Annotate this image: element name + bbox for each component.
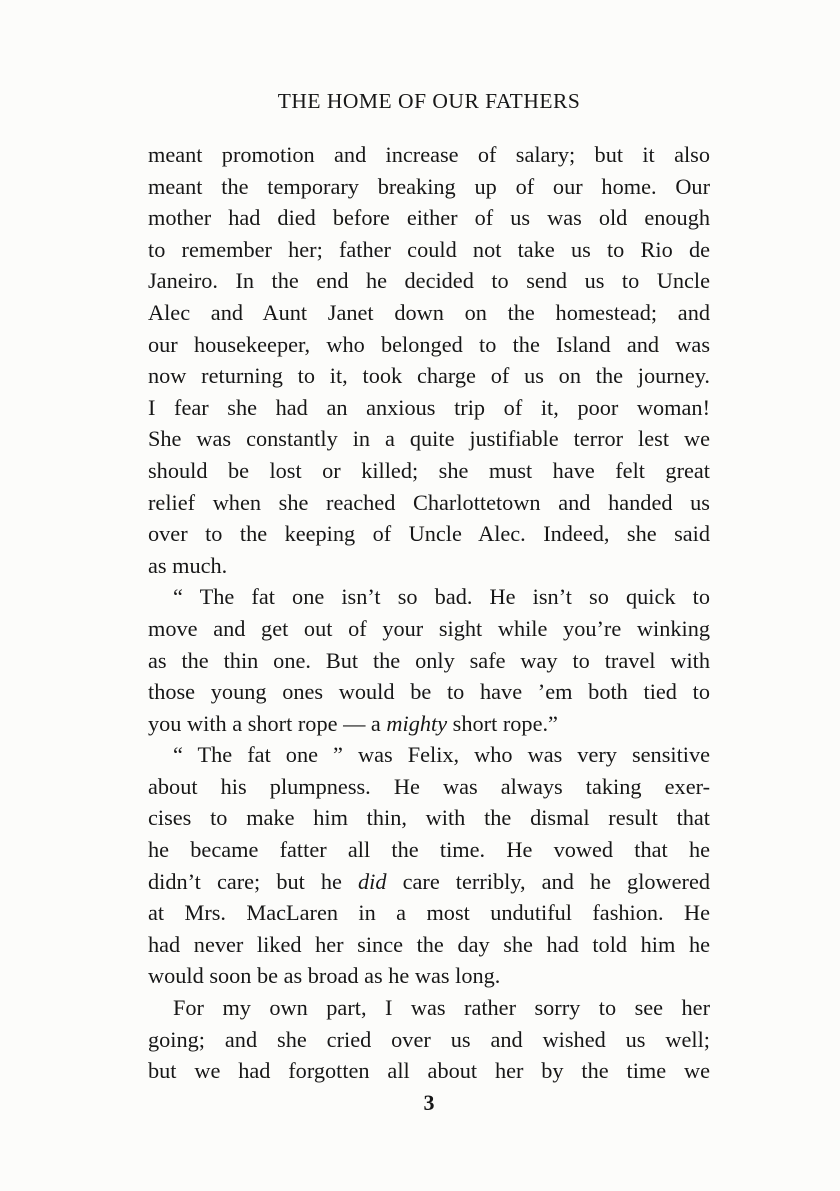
text-line bbox=[148, 866, 710, 898]
emphasis-text: did bbox=[358, 868, 387, 894]
text-line: should be lost or killed; she must have felt great bbox=[148, 457, 710, 483]
text-line: about his plumpness. He was always taking exer- bbox=[148, 773, 710, 799]
text-line: cises to make him thin, with the dismal result that bbox=[148, 805, 710, 831]
text-span: care terribly, and he glowered bbox=[386, 868, 711, 894]
text-line bbox=[148, 708, 710, 740]
text-line: Janeiro. In the end he decided to send us to Uncle bbox=[148, 268, 710, 294]
text-span: you with a short rope — a bbox=[148, 710, 387, 736]
body-text bbox=[148, 139, 710, 1087]
text-line: those young ones would be to have ’em both tied to bbox=[148, 679, 710, 705]
text-line: he became fatter all the time. He vowed that he bbox=[148, 837, 710, 863]
text-line: meant the temporary breaking up of our home. Our bbox=[148, 173, 710, 199]
text-line: move and get out of your sight while you’re winking bbox=[148, 615, 710, 641]
text-line: but we had forgotten all about her by the time we bbox=[148, 1058, 710, 1084]
text-line: as the thin one. But the only safe way to travel with bbox=[148, 647, 710, 673]
text-line: I fear she had an anxious trip of it, poor woman! bbox=[148, 394, 710, 420]
text-line: would soon be as broad as he was long. bbox=[148, 963, 501, 989]
text-line: meant promotion and increase of salary; but it also bbox=[148, 142, 710, 167]
text-line: She was constantly in a quite justifiable terror lest we bbox=[148, 426, 710, 452]
text-line: going; and she cried over us and wished us well; bbox=[148, 1026, 710, 1052]
text-span: short rope.” bbox=[447, 710, 558, 736]
text-line: For my own part, I was rather sorry to see her bbox=[173, 995, 710, 1021]
text-line: relief when she reached Charlottetown and handed us bbox=[148, 489, 710, 515]
text-line: now returning to it, took charge of us on the journey. bbox=[148, 363, 710, 389]
text-line: “ The fat one ” was Felix, who was very sensitive bbox=[173, 742, 710, 768]
text-line: our housekeeper, who belonged to the Island and was bbox=[148, 331, 710, 357]
text-line: over to the keeping of Uncle Alec. Indeed, she said bbox=[148, 521, 710, 547]
text-line: as much. bbox=[148, 552, 228, 578]
emphasis-text: mighty bbox=[386, 710, 448, 736]
text-span: didn’t care; but he bbox=[148, 868, 359, 894]
text-line: mother had died before either of us was old enough bbox=[148, 205, 710, 231]
text-line: to remember her; father could not take us to Rio de bbox=[148, 236, 710, 262]
page-number: 3 bbox=[423, 1090, 435, 1115]
text-line: “ The fat one isn’t so bad. He isn’t so quick to bbox=[173, 584, 710, 610]
running-head: THE HOME OF OUR FATHERS bbox=[277, 89, 581, 113]
text-line: had never liked her since the day she had told him he bbox=[148, 931, 710, 957]
text-line: at Mrs. MacLaren in a most undutiful fashion. He bbox=[148, 900, 710, 926]
text-line: Alec and Aunt Janet down on the homestead; and bbox=[148, 299, 710, 325]
